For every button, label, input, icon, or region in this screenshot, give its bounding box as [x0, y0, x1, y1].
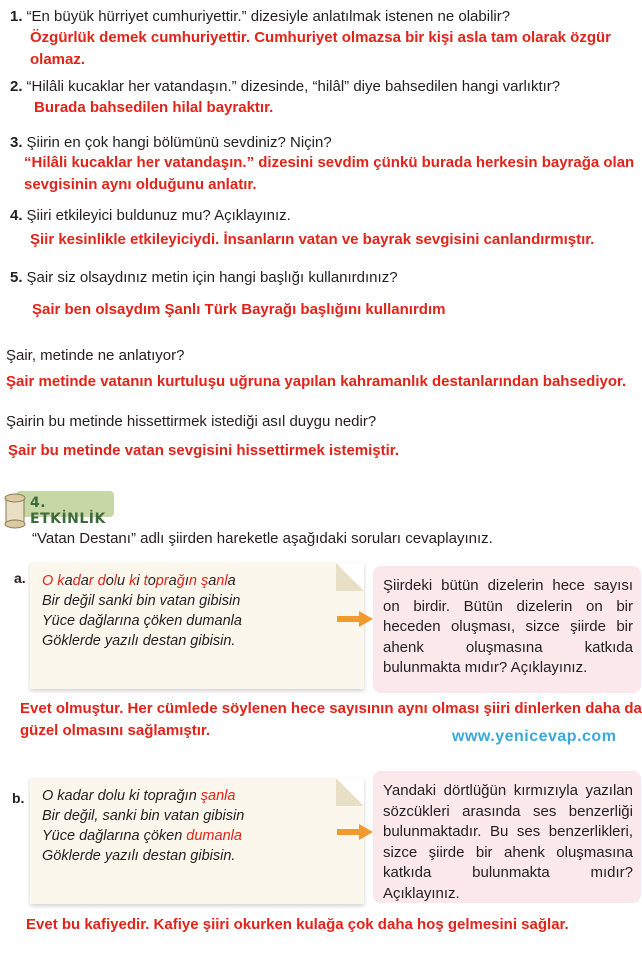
answer-3: “Hilâli kucaklar her vatandaşın.” dizesini sevdim çünkü burada herkesin bayrağa olan sevgisinin aynı olduğunu anlatır.	[24, 154, 635, 193]
poem-a-segment: l	[113, 573, 118, 589]
poem-a-segment: t	[139, 573, 148, 589]
poem-a-line-1	[42, 571, 242, 591]
extra-question-1: Şair, metinde ne anlatıyor?	[6, 347, 185, 364]
poem-a-segment: ı	[184, 573, 189, 589]
poem-a-segment: a	[80, 573, 89, 589]
extra-answer-1: Şair metinde vatanın kurtuluşu uğruna yapılan kahramanlık destanlarından bahsediyor.	[6, 373, 627, 390]
poem-b-line-4: Göklerde yazılı destan gibisin.	[42, 848, 236, 864]
poem-b-line-1: O kadar dolu ki toprağın şanla	[42, 788, 236, 804]
poem-a-segment: a	[64, 573, 73, 589]
poem-a-segment: n ş	[188, 573, 209, 589]
poem-a-segment: d	[72, 573, 81, 589]
part-a-poem	[42, 571, 242, 651]
scroll-icon	[2, 492, 28, 532]
question-5: 5. Şair siz olsaydınız metin için hangi başlığı kullanırdınız?	[10, 269, 398, 286]
extra-question-2: Şairin bu metinde hissettirmek istediği asıl duygu nedir?	[6, 413, 377, 430]
poem-a-segment: u	[117, 573, 126, 589]
part-a-answer: Evet olmuştur. Her cümlede söylenen hece sayısının aynı olması şiiri dinlerken daha da güzel olmasını sağlamıştır.	[20, 700, 642, 739]
poem-a-segment: a	[227, 573, 236, 589]
poem-a-segment: i	[136, 573, 140, 589]
arrow-right-icon	[337, 824, 373, 840]
question-3: 3. Şiirin en çok hangi bölümünü sevdiniz? Niçin?	[10, 134, 332, 151]
question-4: 4. Şiiri etkileyici buldunuz mu? Açıklayınız.	[10, 207, 291, 224]
poem-b-line-2: Bir değil, sanki bin vatan gibisin	[42, 808, 245, 824]
part-b-poem	[42, 786, 244, 866]
question-2: 2. “Hilâli kucaklar her vatandaşın.” dizesinde, “hilâl” diye bahsedilen hangi varlıktır?	[10, 78, 561, 95]
poem-a-segment: nl	[216, 573, 228, 589]
answer-5: Şair ben olsaydım Şanlı Türk Bayrağı başlığını kullanırdım	[32, 301, 446, 318]
activity-badge	[2, 490, 114, 527]
poem-a-segment: O k	[42, 573, 65, 589]
poem-a-segment: a	[168, 573, 177, 589]
answer-1: Özgürlük demek cumhuriyettir. Cumhuriyet olmazsa bir kişi asla tam olarak özgür olamaz.	[30, 29, 612, 68]
poem-a-segment: pr	[155, 573, 169, 589]
question-1: 1. “En büyük hürriyet cumhuriyettir.” dizesiyle anlatılmak istenen ne olabilir?	[10, 8, 511, 25]
poem-a-line-2: Bir değil sanki bin vatan gibisin	[42, 593, 241, 609]
arrow-right-icon	[337, 611, 373, 627]
poem-a-segment: o	[147, 573, 156, 589]
site-watermark: www.yenicevap.com	[452, 728, 617, 745]
part-b-info-box: Yandaki dörtlüğün kırmızıyla yazılan sözcükleri arasında ses benzerliği bulunmaktadır. Bu ses benzerlikleri, sizce şiirde bir ahenk oluşmasına katkıda bulunmakta mıdır? Açıklayınız.	[373, 771, 641, 903]
poem-a-line-4: Göklerde yazılı destan gibisin.	[42, 633, 236, 649]
answer-2: Burada bahsedilen hilal bayraktır.	[34, 99, 274, 116]
extra-answer-2: Şair bu metinde vatan sevgisini hissettirmek istemiştir.	[8, 442, 399, 459]
poem-a-segment: r d	[88, 573, 106, 589]
poem-a-segment: k	[125, 573, 137, 589]
poem-b-line-3: Yüce dağlarına çöken dumanla	[42, 828, 242, 844]
part-a-letter: a.	[14, 570, 26, 586]
poem-a-line-3: Yüce dağlarına çöken dumanla	[42, 613, 242, 629]
answer-4: Şiir kesinlikle etkileyiciydi. İnsanların vatan ve bayrak sevgisini canlandırmıştır.	[30, 231, 595, 248]
part-b-answer: Evet bu kafiyedir. Kafiye şiiri okurken kulağa çok daha hoş gelmesini sağlar.	[26, 916, 569, 933]
poem-a-segment: ğ	[176, 573, 185, 589]
part-b-letter: b.	[12, 790, 25, 806]
activity-title: 4. ETKİNLİK	[30, 495, 106, 527]
poem-a-segment: o	[105, 573, 114, 589]
poem-a-segment: a	[208, 573, 217, 589]
part-a-info-box: Şiirdeki bütün dizelerin hece sayısı on birdir. Bütün dizelerin on bir heceden oluşması, sizce şiirde bir ahenk oluşmasına katkıda bulunmakta mıdır? Açıklayınız.	[373, 566, 641, 693]
activity-intro: “Vatan Destanı” adlı şiirden hareketle aşağıdaki soruları cevaplayınız.	[32, 530, 493, 547]
